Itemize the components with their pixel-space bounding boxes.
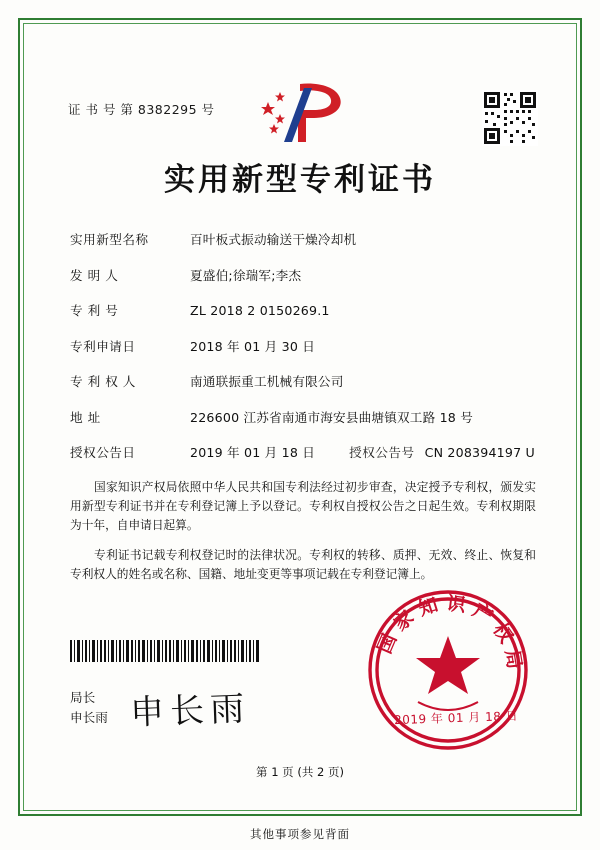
cnipa-logo-icon xyxy=(254,80,346,146)
certificate-number: 证 书 号 第 8382295 号 xyxy=(68,102,215,117)
seal-date: 2019 年 01 月 18 日 xyxy=(393,708,519,728)
field-value-patentee: 南通联振重工机械有限公司 xyxy=(190,374,344,389)
field-label-grant-publication-number: 授权公告号 xyxy=(349,445,415,460)
field-label-grant-date: 授权公告日 xyxy=(70,445,136,460)
page-title: 实用新型专利证书 xyxy=(164,162,436,198)
field-row xyxy=(70,229,540,248)
legal-text xyxy=(46,478,554,585)
field-value-application-date: 2018 年 01 月 30 日 xyxy=(190,338,316,354)
legal-paragraph-2: 专利证书记载专利权登记时的法律状况。专利权的转移、质押、无效、终止、恢复和专利权人的姓名或名称、国籍、地址变更等事项记载在专利登记簿上。 xyxy=(70,548,536,582)
field-row xyxy=(70,407,540,426)
field-value-patent-number: ZL 2018 2 0150269.1 xyxy=(190,303,330,318)
field-value-utility-model-name: 百叶板式振动输送干燥冷却机 xyxy=(190,232,357,247)
barcode-icon xyxy=(70,640,260,662)
field-list xyxy=(46,229,554,461)
field-label-application-date: 专利申请日 xyxy=(70,338,136,354)
field-label-address: 地 址 xyxy=(70,409,101,425)
director-title-label: 局长 xyxy=(70,690,96,705)
field-label-patent-number: 专 利 号 xyxy=(70,303,119,318)
field-label-patentee: 专 利 权 人 xyxy=(70,374,136,389)
director-name-label: 申长雨 xyxy=(70,710,108,725)
field-row xyxy=(70,300,540,319)
page-count: 第 1 页 (共 2 页) xyxy=(256,765,344,779)
qr-code-icon xyxy=(482,90,538,146)
svg-text:国 家 知 识 产 权 局: 国 家 知 识 产 权 局 xyxy=(373,592,526,671)
certificate-header xyxy=(46,48,554,140)
field-row-grant xyxy=(70,442,540,461)
field-label-inventor: 发 明 人 xyxy=(70,267,119,283)
signature-block xyxy=(70,688,108,728)
field-value-grant-date: 2019 年 01 月 18 日 xyxy=(190,445,316,460)
field-value-inventor: 夏盛伯;徐瑞军;李杰 xyxy=(190,267,302,283)
field-value-grant-publication-number: CN 208394197 U xyxy=(424,445,535,460)
footer-note: 其他事项参见背面 xyxy=(250,827,350,841)
certificate-content xyxy=(46,48,554,790)
field-row xyxy=(70,336,540,355)
field-value-address: 226600 江苏省南通市海安县曲塘镇双工路 18 号 xyxy=(190,409,474,425)
field-label-utility-model-name: 实用新型名称 xyxy=(70,232,149,247)
field-row xyxy=(70,265,540,284)
red-official-seal-icon xyxy=(364,586,532,754)
handwritten-signature: 申长雨 xyxy=(129,688,251,734)
legal-paragraph-1: 国家知识产权局依照中华人民共和国专利法经过初步审查，决定授予专利权，颁发实用新型专利证书并在专利登记簿上予以登记。专利权自授权公告之日起生效。专利权期限为十年，自申请日起算。 xyxy=(70,479,536,532)
field-row xyxy=(70,371,540,390)
